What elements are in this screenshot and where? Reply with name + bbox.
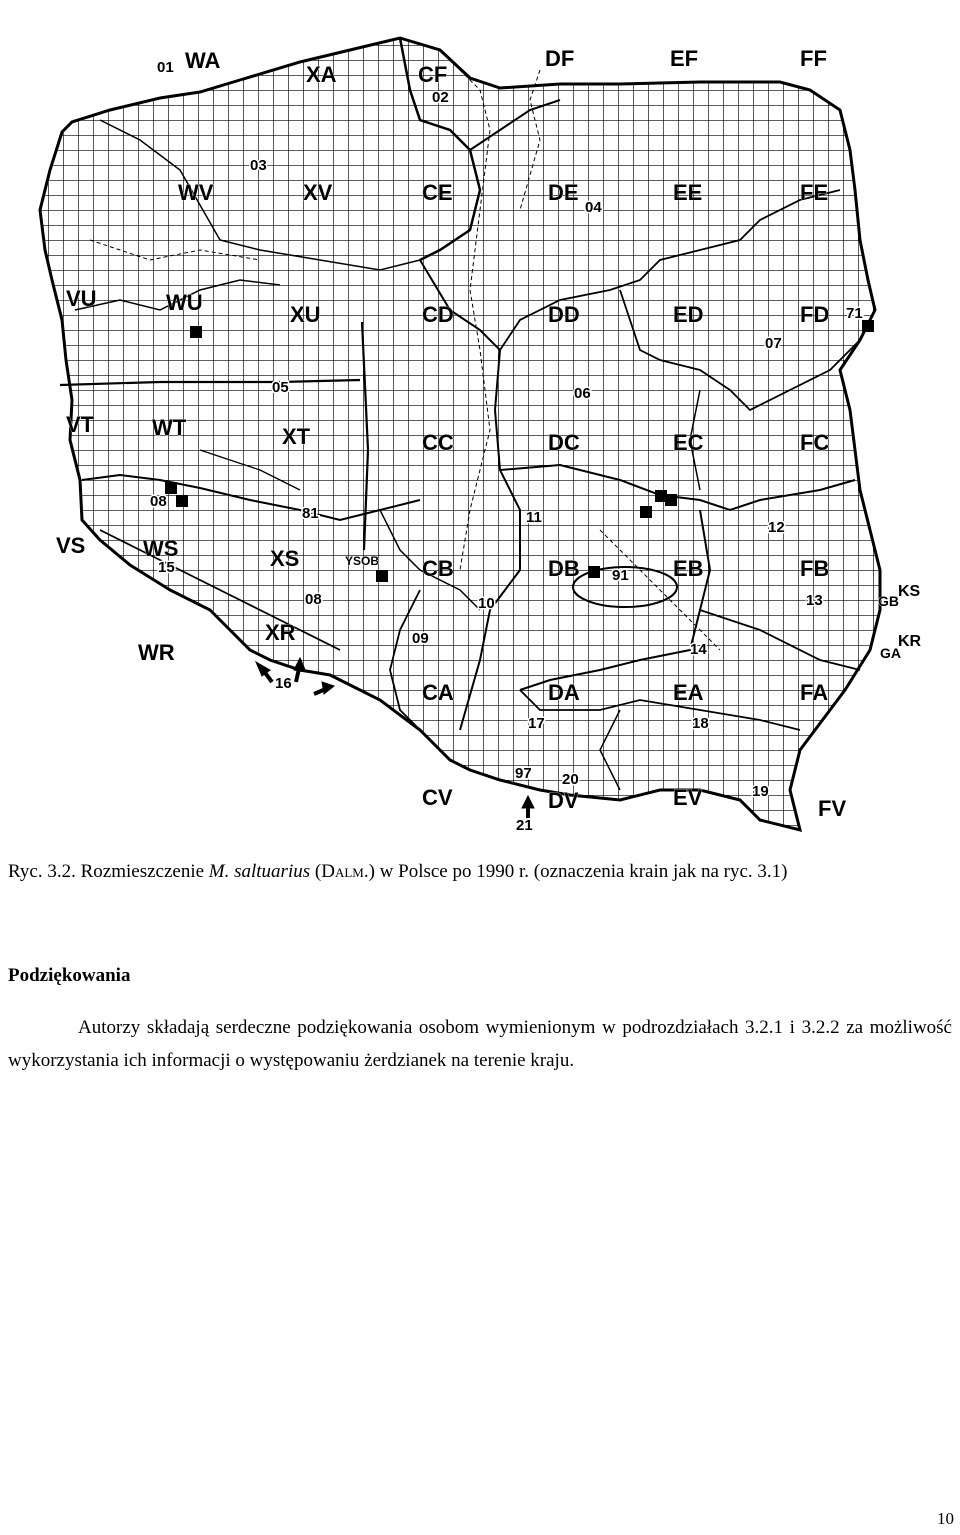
district-label: 03 [250, 157, 267, 174]
region-label: XR [265, 620, 296, 645]
district-label: 09 [412, 630, 429, 647]
district-label: 12 [768, 519, 785, 536]
district-label: 71 [846, 305, 863, 322]
district-label: 97 [515, 765, 532, 782]
region-label: EV [673, 785, 703, 810]
region-label: XT [282, 424, 311, 449]
region-label: WR [138, 640, 175, 665]
region-label: FB [800, 556, 830, 581]
region-label: FA [800, 680, 829, 705]
region-label: EC [673, 430, 704, 455]
district-label: 08 [150, 493, 167, 510]
region-label: WV [178, 180, 214, 205]
figure-caption [8, 858, 956, 885]
region-label: WU [166, 290, 203, 315]
region-label: CB [422, 556, 454, 581]
district-label: 04 [585, 199, 602, 216]
district-label: 20 [562, 771, 579, 788]
region-label: DB [548, 556, 580, 581]
caption-prefix: Ryc. 3.2. Rozmieszczenie [8, 861, 209, 882]
region-label: XV [303, 180, 333, 205]
region-label: XA [306, 62, 337, 87]
region-label: XU [290, 302, 321, 327]
district-label: 91 [612, 567, 629, 584]
district-label: 13 [806, 592, 823, 609]
region-label: CD [422, 302, 454, 327]
region-label: WS [143, 536, 179, 561]
region-label: DA [548, 680, 580, 705]
region-label: GB [878, 593, 899, 609]
region-label: EA [673, 680, 704, 705]
region-label: FC [800, 430, 830, 455]
district-label: 05 [272, 379, 289, 396]
region-label: CA [422, 680, 454, 705]
district-label: 11 [526, 509, 542, 526]
district-label: 15 [158, 559, 175, 576]
district-label: 10 [478, 595, 495, 612]
district-label: 06 [574, 385, 591, 402]
district-label: 16 [275, 675, 292, 692]
region-label: VT [66, 412, 95, 437]
region-label: YSOB [345, 554, 380, 568]
district-label: 21 [516, 817, 533, 834]
region-label: CC [422, 430, 454, 455]
district-label: 17 [528, 715, 545, 732]
region-label: KR [898, 633, 922, 650]
region-label: CV [422, 785, 453, 810]
region-label: KS [898, 583, 921, 600]
region-label: ED [673, 302, 704, 327]
caption-author-open: ( [310, 861, 322, 882]
region-label: VS [56, 533, 86, 558]
caption-species: M. saltuarius [208, 861, 311, 882]
region-label: CE [422, 180, 453, 205]
distribution-map [0, 10, 960, 840]
region-label: DV [548, 788, 579, 813]
district-label: 07 [765, 335, 782, 352]
district-label: 19 [752, 783, 769, 800]
region-label: CF [418, 62, 448, 87]
acknowledgements-body: Autorzy składają serdeczne podziękowania osobom wymienionym w podrozdziałach 3.2.1 i 3.2.2 za możliwość wykorzystania ich informacji o występowaniu żerdzianek na terenie kraju. [8, 1017, 952, 1071]
caption-suffix: ) w Polsce po 1990 r. (oznaczenia krain jak na ryc. 3.1) [368, 861, 788, 882]
region-label: VU [66, 286, 97, 311]
region-label: FF [800, 46, 827, 71]
region-label: DE [548, 180, 579, 205]
region-label: EE [673, 180, 703, 205]
region-label: FE [800, 180, 829, 205]
caption-author: Dalm. [321, 861, 369, 882]
region-label: EF [670, 46, 699, 71]
region-label: XS [270, 546, 300, 571]
district-label: 08 [305, 591, 322, 608]
region-label: EB [673, 556, 704, 581]
district-label: 18 [692, 715, 709, 732]
region-label: DD [548, 302, 580, 327]
region-label: FV [818, 796, 847, 821]
map-grid [0, 10, 960, 840]
district-label: 14 [690, 641, 707, 658]
page-number: 10 [937, 1509, 954, 1528]
district-label: 01 [157, 59, 174, 76]
region-label: WA [185, 48, 221, 73]
district-label: 02 [432, 89, 449, 106]
acknowledgements-heading: Podziękowania [8, 965, 131, 986]
district-label: 81 [302, 505, 319, 522]
region-label: GA [880, 645, 901, 661]
acknowledgements-paragraph [8, 1011, 952, 1077]
region-label: FD [800, 302, 830, 327]
region-label: DF [545, 46, 575, 71]
region-label: WT [152, 415, 187, 440]
region-label: DC [548, 430, 580, 455]
